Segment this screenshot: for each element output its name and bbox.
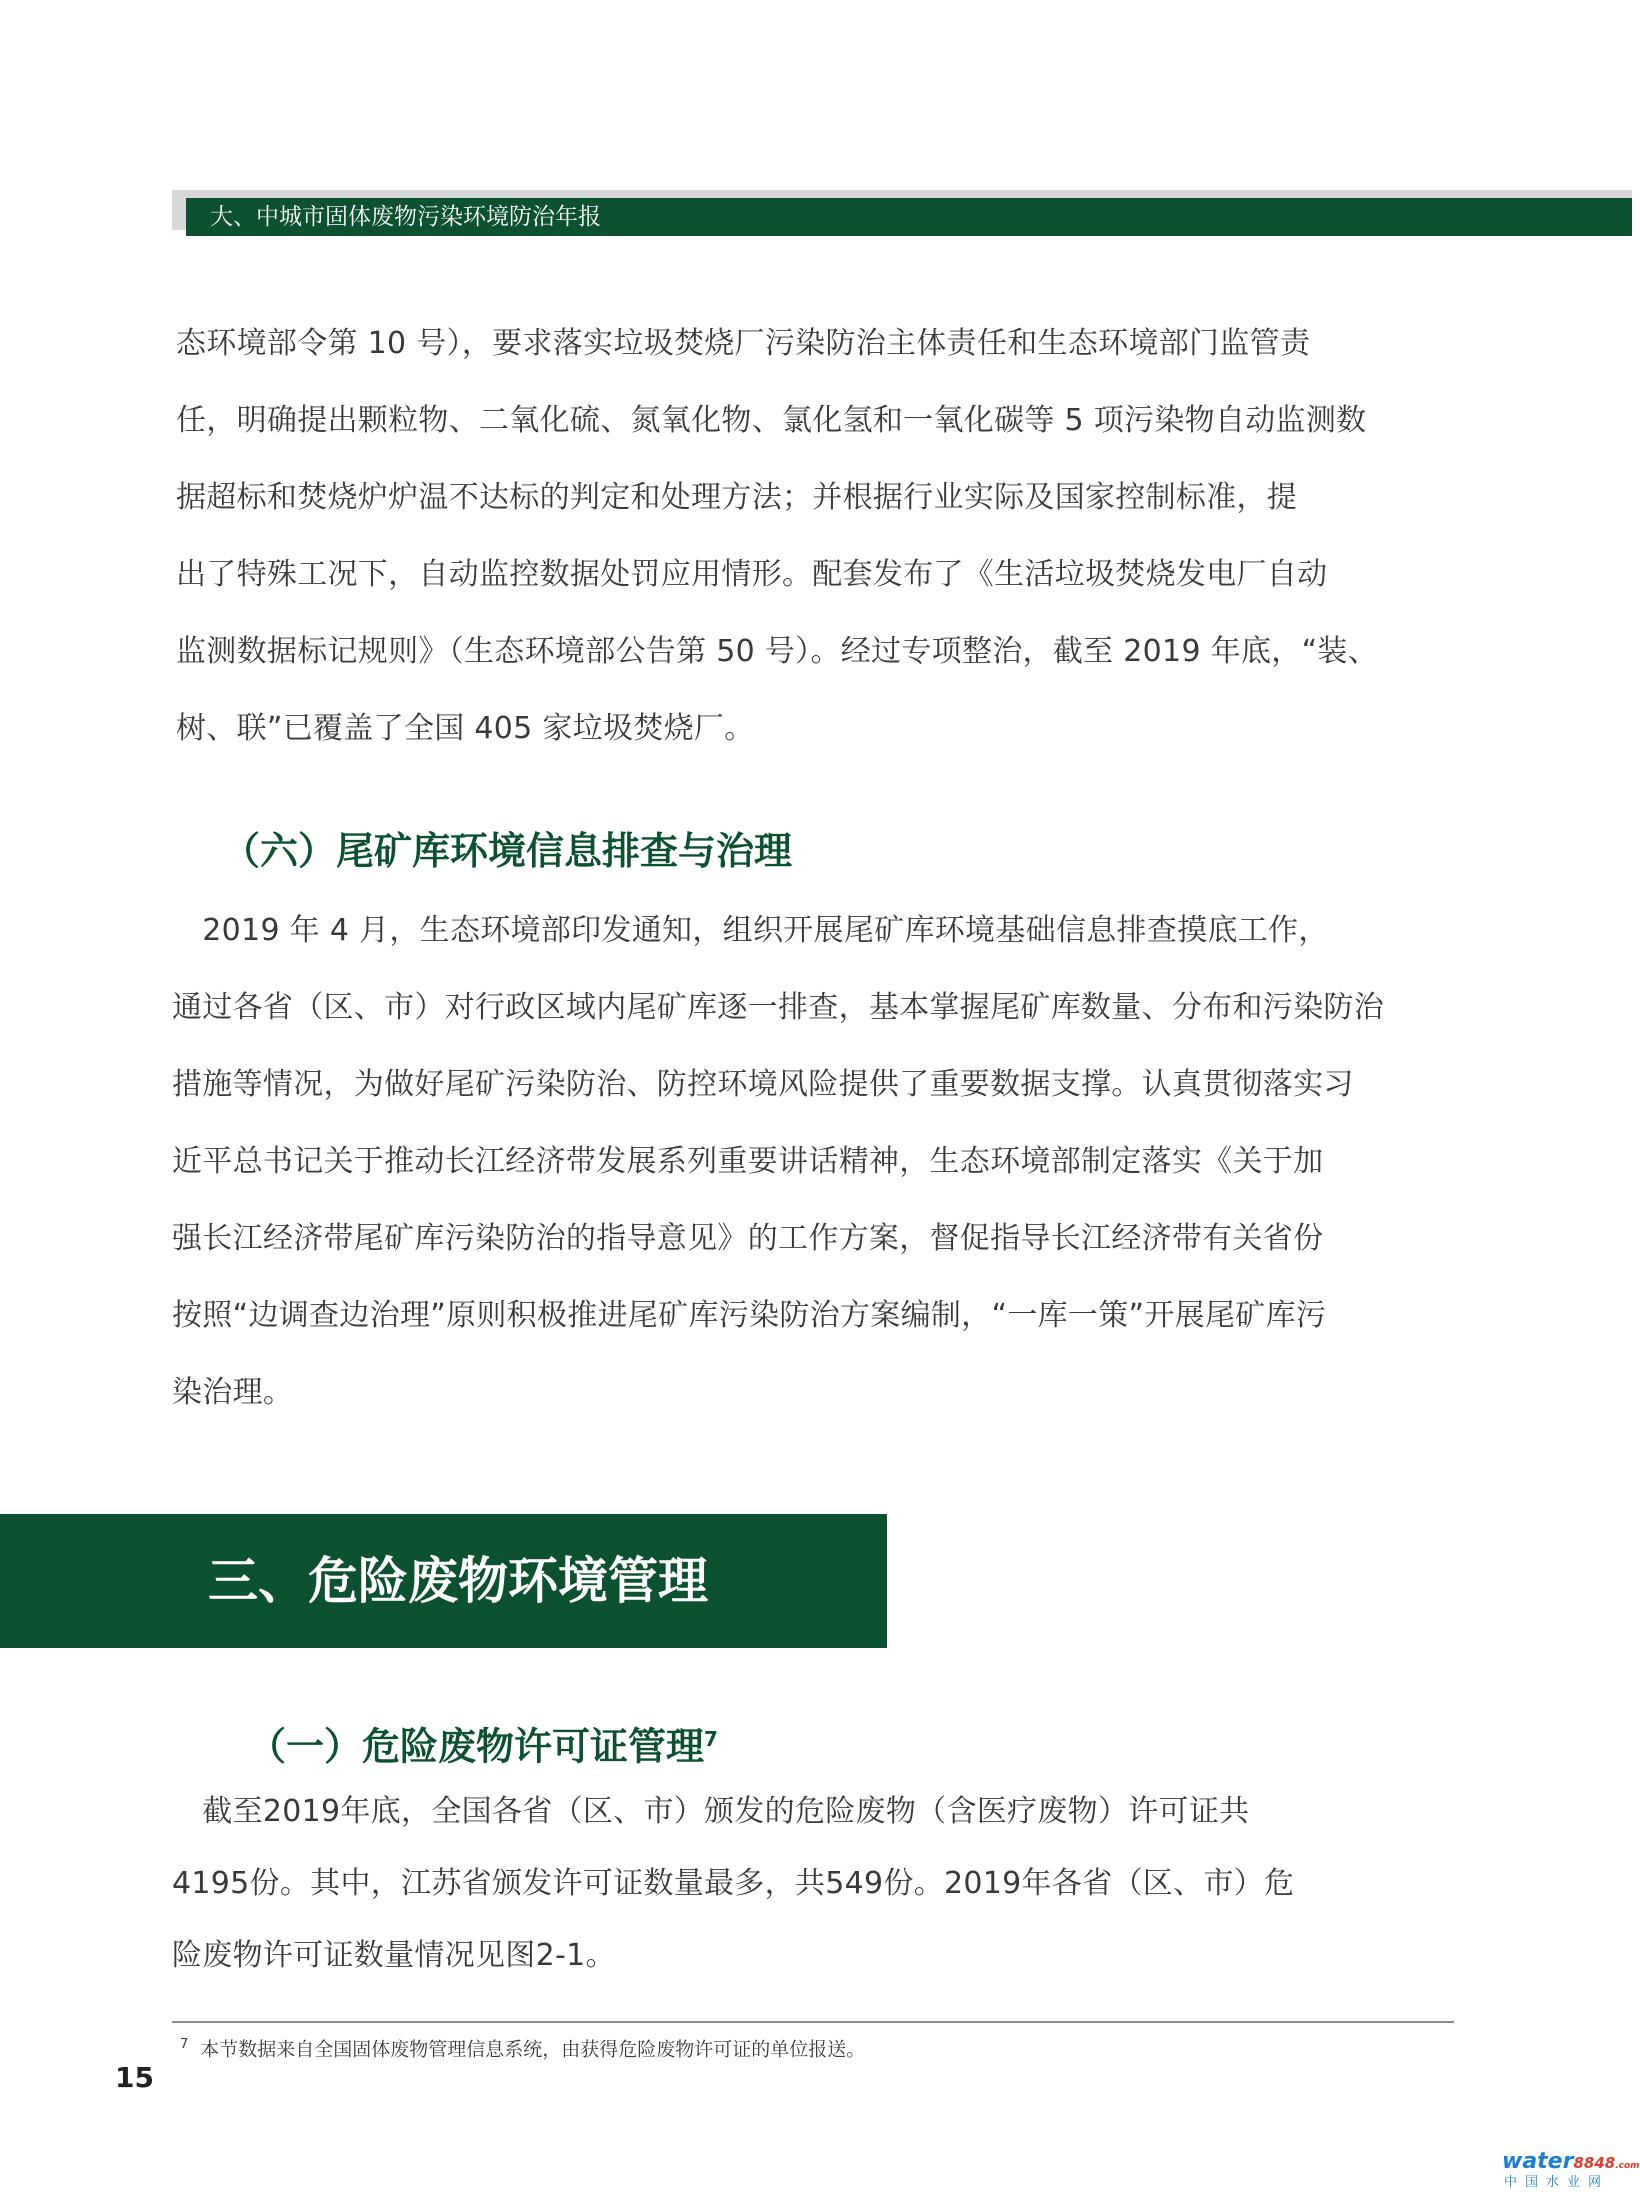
running-header [186,198,1632,236]
section-banner [0,1514,887,1648]
paragraph-line: 态环境部令第 10 号），要求落实垃圾焚烧厂污染防治主体责任和生态环境部门监管责 [176,326,1311,361]
footnote-divider [172,2021,1454,2023]
paragraph-line: 据超标和焚烧炉炉温不达标的判定和处理方法；并根据行业实际及国家控制标准，提 [176,480,1298,515]
watermark-domain: .com [1615,2161,1640,2171]
paragraph-line: 2019 年 4 月，生态环境部印发通知，组织开展尾矿库环境基础信息排查摸底工作， [172,913,1329,948]
paragraph-line: 近平总书记关于推动长江经济带发展系列重要讲话精神，生态环境部制定落实《关于加 [172,1144,1324,1179]
paragraph-line: 染治理。 [172,1375,294,1410]
footnote-text: 本节数据来自全国固体废物管理信息系统，由获得危险废物许可证的单位报送。 [200,2038,866,2061]
subheading-text: （一）危险废物许可证管理 [248,1724,705,1769]
watermark-brand-a: water [1502,2149,1574,2174]
paragraph-line: 出了特殊工况下，自动监控数据处罚应用情形。配套发布了《生活垃圾焚烧发电厂自动 [176,557,1328,592]
paragraph-1 [176,305,1378,767]
paragraph-line: 监测数据标记规则》（生态环境部公告第 50 号）。经过专项整治，截至 2019 年底，“装、 [176,634,1379,669]
paragraph-line: 按照“边调查边治理”原则积极推进尾矿库污染防治方案编制，“一库一策”开展尾矿库污 [172,1298,1327,1333]
running-header-title: 大、中城市固体废物污染环境防治年报 [210,204,601,230]
paragraph-line: 措施等情况，为做好尾矿污染防治、防控环境风险提供了重要数据支撑。认真贯彻落实习 [172,1067,1354,1102]
watermark-cn: 中国水业网 [1504,2175,1610,2190]
paragraph-line: 任，明确提出颗粒物、二氧化硫、氮氧化物、氯化氢和一氧化碳等 5 项污染物自动监测数 [176,403,1367,438]
footnote-marker: 7 [180,2037,189,2052]
paragraph-line: 截至2019年底，全国各省（区、市）颁发的危险废物（含医疗废物）许可证共 [172,1794,1250,1829]
footnote [180,2030,865,2064]
footnote-ref: 7 [704,1727,718,1751]
section-title: 三、危险废物环境管理 [208,1552,708,1610]
paragraph-line: 4195份。其中，江苏省颁发许可证数量最多，共549份。2019年各省（区、市）危 [172,1866,1295,1901]
subheading-tailings: （六）尾矿库环境信息排查与治理 [222,829,793,873]
paragraph-line: 强长江经济带尾矿库污染防治的指导意见》的工作方案，督促指导长江经济带有关省份 [172,1221,1324,1256]
paragraph-line: 险废物许可证数量情况见图2-1。 [172,1938,616,1973]
paragraph-3 [172,1776,1294,1992]
watermark-brand-b: 8848 [1573,2154,1616,2172]
subheading-hazardous-license [248,1714,718,1772]
watermark-logo [1502,2149,1640,2195]
paragraph-line: 树、联”已覆盖了全国 405 家垃圾焚烧厂。 [176,711,755,746]
watermark-brand [1502,2150,1640,2178]
page-number: 15 [115,2061,154,2094]
paragraph-line: 通过各省（区、市）对行政区域内尾矿库逐一排查，基本掌握尾矿库数量、分布和污染防治 [172,990,1384,1025]
paragraph-2 [172,892,1384,1431]
